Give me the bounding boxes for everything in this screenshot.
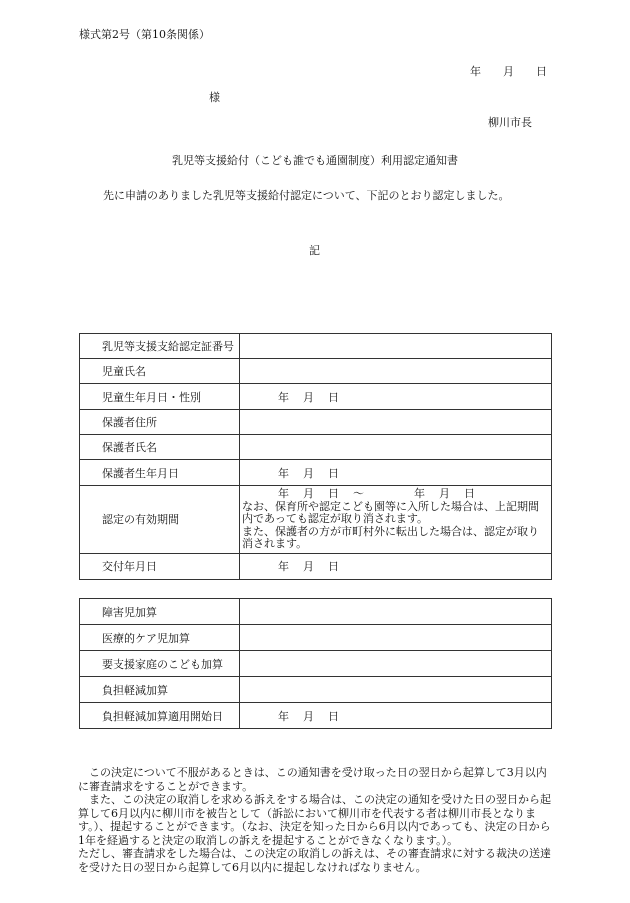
ki-label: 記 [309, 244, 320, 257]
range-separator: ～ [353, 487, 364, 500]
table-row [80, 677, 552, 703]
validity-period-field [240, 486, 552, 554]
row-label: 保護者生年月日 [80, 460, 240, 486]
row-label: 児童生年月日・性別 [80, 384, 240, 410]
guardian-address-field [240, 410, 552, 435]
certification-table [79, 333, 552, 580]
table-row [80, 553, 552, 579]
table-row [80, 359, 552, 384]
date-day: 日 [328, 487, 339, 500]
support-family-addition-field [240, 651, 552, 677]
row-label: 負担軽減加算 [80, 677, 240, 703]
guardian-birthdate-field [240, 460, 552, 486]
date-month: 月 [303, 709, 314, 723]
row-label: 保護者住所 [80, 410, 240, 435]
date-year: 年 [278, 466, 289, 480]
table-row [80, 486, 552, 554]
document-title: 乳児等支援給付（こども誰でも通園制度）利用認定通知書 [172, 154, 458, 167]
date-day: 日 [328, 560, 339, 573]
child-name-field [240, 359, 552, 384]
certificate-number-field [240, 334, 552, 359]
table-row [80, 599, 552, 625]
table-row [80, 460, 552, 486]
date-month: 月 [303, 466, 314, 480]
date-month: 月 [303, 487, 314, 500]
validity-note-1: なお、保育所や認定こども園等に入所した場合は、上記期間内であっても認定が取り消されます。 [242, 499, 539, 525]
row-label: 医療的ケア児加算 [80, 625, 240, 651]
burden-reduction-field [240, 677, 552, 703]
date-year: 年 [278, 709, 289, 723]
date-day: 日 [328, 390, 339, 404]
recipient-suffix: 様 [209, 91, 220, 104]
date-year: 年 [278, 390, 289, 404]
row-label: 児童氏名 [80, 359, 240, 384]
date-day: 日 [328, 709, 339, 723]
issue-date-day: 日 [536, 65, 547, 78]
row-label: 保護者氏名 [80, 435, 240, 460]
notice-paragraph-2: また、この決定の取消しを求める訴えをする場合は、この決定の通知を受けた日の翌日から起算して6月以内に柳川市を被告として（訴訟において柳川市を代表する者は柳川市長となります。）、提起することができます。（なお、決定を知った日から6月以内であっても、決定の日から1年を経過すると決定の取消しの訴えを提起することができなくなります。）。 [78, 793, 551, 847]
date-month: 月 [303, 390, 314, 404]
row-label: 障害児加算 [80, 599, 240, 625]
table-row [80, 625, 552, 651]
validity-range [242, 488, 549, 501]
date-year: 年 [414, 487, 425, 500]
table-row [80, 384, 552, 410]
date-day: 日 [464, 487, 475, 500]
table-row [80, 435, 552, 460]
date-year: 年 [278, 560, 289, 573]
medical-care-addition-field [240, 625, 552, 651]
guardian-name-field [240, 435, 552, 460]
issue-date-field [240, 553, 552, 579]
issuer: 柳川市長 [488, 116, 532, 129]
intro-text: 先に申請のありました乳児等支援給付認定について、下記のとおり認定しました。 [103, 189, 510, 202]
issue-date [470, 63, 547, 79]
disability-addition-field [240, 599, 552, 625]
row-label: 交付年月日 [80, 553, 240, 579]
addition-table [79, 598, 552, 729]
table-row [80, 410, 552, 435]
row-label: 負担軽減加算適用開始日 [80, 703, 240, 729]
date-month: 月 [303, 560, 314, 573]
table-row [80, 651, 552, 677]
notice-paragraph-1: この決定について不服があるときは、この通知書を受け取った日の翌日から起算して3月以内に審査請求をすることができます。 [78, 766, 547, 793]
burden-reduction-start-field [240, 703, 552, 729]
date-month: 月 [439, 487, 450, 500]
table-row [80, 334, 552, 359]
date-day: 日 [328, 466, 339, 480]
row-label: 乳児等支援支給認定証番号 [80, 334, 240, 359]
notice-paragraph-3: ただし、審査請求をした場合は、この決定の取消しの訴えは、その審査請求に対する裁決の送達を受けた日の翌日から起算して6月以内に提起しなければなりません。 [78, 847, 551, 874]
form-number: 様式第2号（第10条関係） [79, 28, 210, 41]
date-year: 年 [278, 487, 289, 500]
validity-note-2: また、保護者の方が市町村外に転出した場合は、認定が取り消されます。 [242, 524, 539, 550]
row-label: 認定の有効期間 [80, 486, 240, 554]
table-row [80, 703, 552, 729]
row-label: 要支援家庭のこども加算 [80, 651, 240, 677]
appeal-notice [78, 766, 556, 874]
child-birthdate-field [240, 384, 552, 410]
issue-date-year: 年 [470, 65, 481, 78]
issue-date-month: 月 [503, 65, 514, 78]
